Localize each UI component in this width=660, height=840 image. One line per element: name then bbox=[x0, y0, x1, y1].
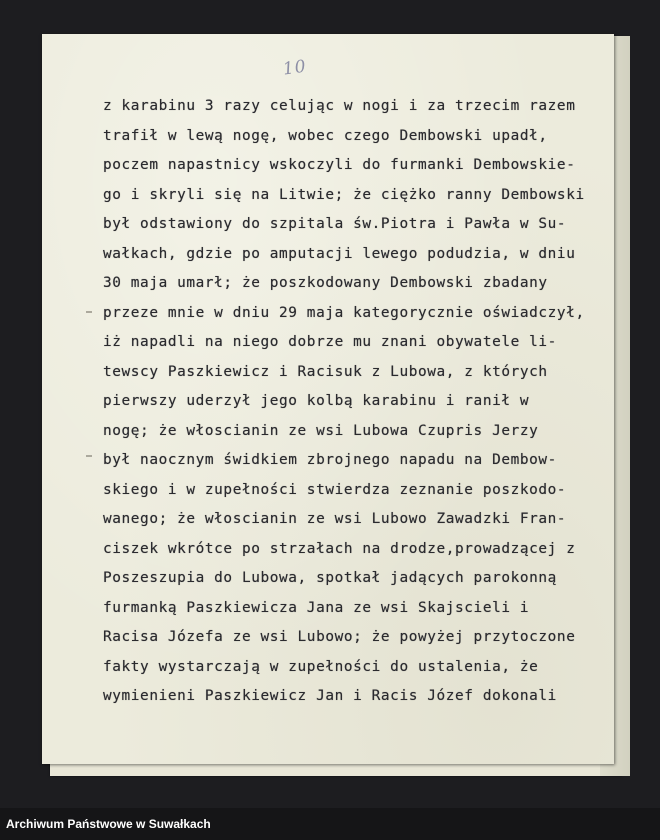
typed-text-body bbox=[103, 92, 623, 712]
text-line: przeze mnie w dniu 29 maja kategorycznie oświadczył, bbox=[103, 304, 585, 321]
text-line: ciszek wkrótce po strzałach na drodze,prowadzącej z bbox=[103, 540, 576, 557]
text-line: był naocznym świdkiem zbrojnego napadu na Dembow- bbox=[103, 452, 557, 468]
text-line: 30 maja umarł; że poszkodowany Dembowski zbadany bbox=[103, 275, 548, 291]
text-line: Poszeszupia do Lubowa, spotkał jadących parokonną bbox=[103, 570, 557, 586]
text-line: wałkach, gdzie po amputacji lewego podudzia, w dniu bbox=[103, 245, 576, 262]
archive-label: Archiwum Państwowe w Suwałkach bbox=[6, 817, 211, 831]
text-line: z karabinu 3 razy celując w nogi i za trzecim razem bbox=[103, 98, 576, 114]
margin-mark bbox=[86, 311, 92, 313]
text-line: nogę; że włoscianin ze wsi Lubowa Czupris Jerzy bbox=[103, 422, 539, 439]
text-line: był odstawiony do szpitala św.Piotra i Pawła w Su- bbox=[103, 216, 567, 232]
text-line: skiego i w zupełności stwierdza zeznanie poszkodo- bbox=[103, 481, 567, 498]
text-line: Racisa Józefa ze wsi Lubowo; że powyżej przytoczone bbox=[103, 629, 576, 645]
archive-footer bbox=[0, 808, 660, 840]
text-line: pierwszy uderzył jego kolbą karabinu i ranił w bbox=[103, 393, 530, 409]
text-line: wymienieni Paszkiewicz Jan i Racis Józef dokonali bbox=[103, 688, 557, 704]
margin-mark bbox=[86, 455, 92, 457]
handwritten-page-number: 10 bbox=[281, 56, 308, 80]
text-line: trafił w lewą nogę, wobec czego Dembowski upadł, bbox=[103, 127, 548, 144]
text-line: furmanką Paszkiewicza Jana ze wsi Skajscieli i bbox=[103, 599, 530, 616]
text-line: go i skryli się na Litwie; że ciężko ranny Dembowski bbox=[103, 186, 585, 203]
text-line: poczem napastnicy wskoczyli do furmanki Dembowskie- bbox=[103, 157, 576, 173]
text-line: fakty wystarczają w zupełności do ustalenia, że bbox=[103, 658, 539, 675]
text-line: iż napadli na niego dobrze mu znani obywatele li- bbox=[103, 334, 557, 350]
text-line: tewscy Paszkiewicz i Racisuk z Lubowa, z których bbox=[103, 363, 548, 380]
text-line: wanego; że włoscianin ze wsi Lubowo Zawadzki Fran- bbox=[103, 511, 567, 527]
